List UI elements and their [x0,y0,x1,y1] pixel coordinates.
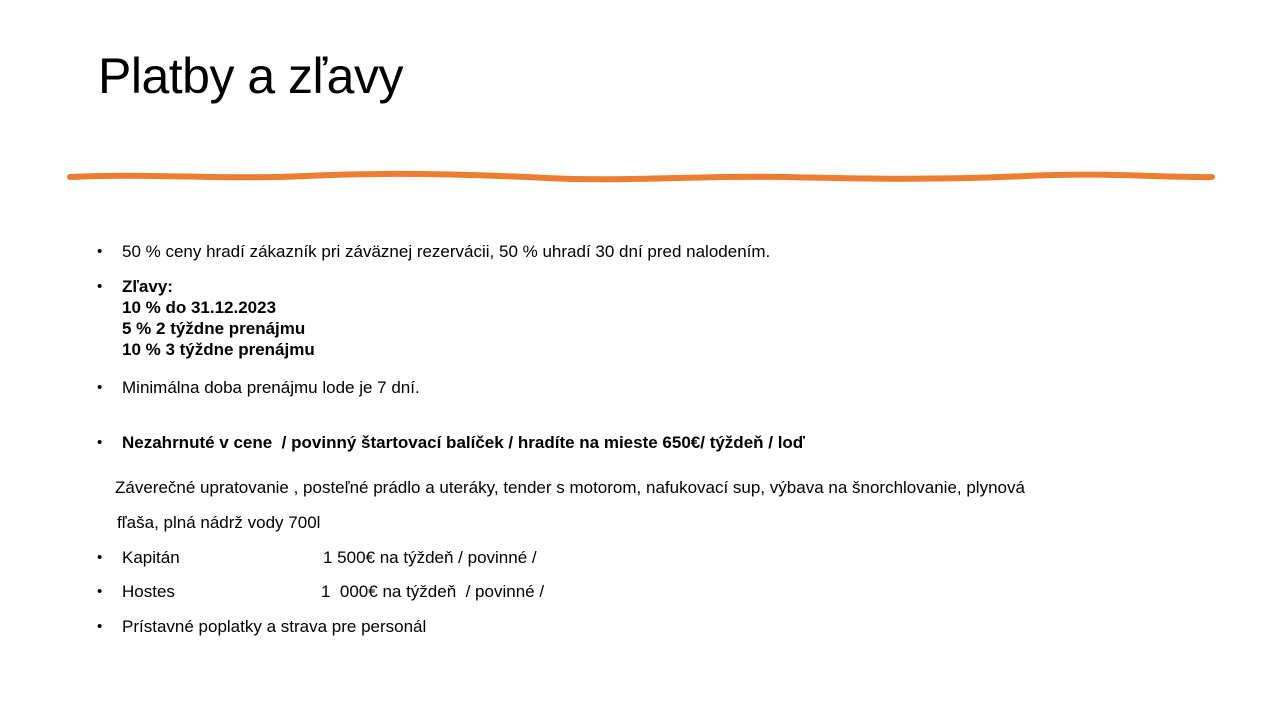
slide-title: Platby a zľavy [98,48,403,104]
bullet-icon: • [97,379,103,396]
not-included-text [122,432,805,453]
discounts-block [122,276,315,360]
bullet-icon: • [97,243,103,260]
not-included-detail: / povinný štartovací balíček / hradíte na mieste 650€/ týždeň / loď [272,433,806,452]
captain-label: Kapitán [122,548,180,567]
package-line-2: fľaša, plná nádrž vody 700l [117,513,321,532]
captain-price: 1 500€ na týždeň / povinné / [323,548,537,567]
package-line-1: Záverečné upratovanie , posteľné prádlo a uteráky, tender s motorom, nafukovací sup, výbava na šnorchlovanie, plynová [115,478,1025,497]
bullet-icon: • [97,549,103,566]
discount-item: 10 % do 31.12.2023 [122,298,277,317]
bullet-icon: • [97,618,103,635]
hostess-price: 1 000€ na týždeň / povinné / [321,582,545,601]
minimum-text: Minimálna doba prenájmu lode je 7 dní. [122,378,420,397]
bullet-icon: • [97,583,103,600]
brush-divider [66,166,1216,188]
discounts-heading: Zľavy: [122,277,173,296]
payment-text: 50 % ceny hradí zákazník pri záväznej rezervácii, 50 % uhradí 30 dní pred nalodením. [122,242,771,261]
discount-item: 10 % 3 týždne prenájmu [122,340,315,359]
discount-item: 5 % 2 týždne prenájmu [122,319,306,338]
bullet-icon: • [97,434,103,451]
hostess-label: Hostes [122,582,175,601]
fees-text: Prístavné poplatky a strava pre personál [122,617,427,636]
not-included-label: Nezahrnuté v cene [122,433,273,452]
bullet-icon: • [97,278,103,295]
